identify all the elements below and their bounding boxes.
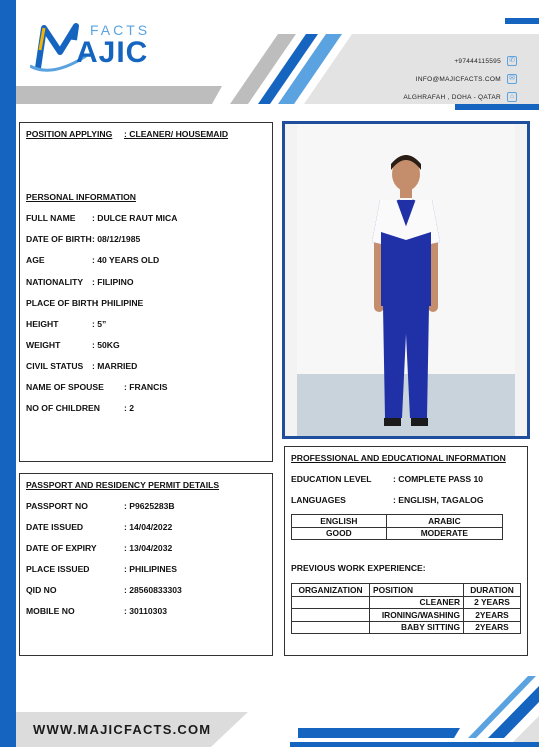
work-experience-table [291,583,521,634]
table-row [292,621,521,634]
field-value: : 5” [92,319,107,329]
field-label: PASSPORT NO [26,501,88,511]
field-label: NAME OF SPOUSE [26,382,104,392]
position-label: POSITION APPLYING [26,129,113,139]
website-link[interactable]: WWW.MAJICFACTS.COM [33,722,212,737]
table-cell: 2YEARS [464,621,521,634]
personal-heading: PERSONAL INFORMATION [26,192,136,202]
language-table [291,514,503,540]
left-brand-bar [0,0,16,747]
table-cell: 2 YEARS [464,596,521,609]
field-label: WEIGHT [26,340,61,350]
table-cell: 2YEARS [464,609,521,622]
field-value: : P9625283B [124,501,175,511]
field-value: : 50KG [92,340,120,350]
logo-small-text: FACTS [90,22,151,38]
field-value: : 30110303 [124,606,168,616]
phone-icon: ✆ [507,56,517,66]
field-label: DATE ISSUED [26,522,84,532]
field-value: : 08/12/1985 [92,234,141,244]
table-row [292,609,521,622]
table-cell: IRONING/WASHING [370,609,464,622]
table-row [292,596,521,609]
home-icon: ⌂ [507,92,517,102]
field-value: : 28560833303 [124,585,182,595]
languages-value: : ENGLISH, TAGALOG [393,495,484,505]
table-cell: ENGLISH [292,515,387,528]
professional-heading: PROFESSIONAL AND EDUCATIONAL INFORMATION [291,453,506,463]
logo-main-text: AJIC [76,36,149,69]
candidate-photo-frame [282,121,530,439]
field-value: : PHILIPINES [124,564,178,574]
table-row [292,527,503,540]
candidate-photo [285,124,527,436]
table-cell [292,609,370,622]
field-label: CIVIL STATUS [26,361,84,371]
field-label: AGE [26,255,45,265]
majic-facts-logo [30,20,170,82]
email-icon: ✉ [507,74,517,84]
field-label: PLACE OF BIRTH [26,298,99,308]
field-value: : 40 YEARS OLD [92,255,160,265]
professional-panel [284,446,528,656]
table-cell: CLEANER [370,596,464,609]
field-label: PLACE ISSUED [26,564,90,574]
table-cell [292,621,370,634]
work-heading: PREVIOUS WORK EXPERIENCE: [291,563,426,573]
field-label: MOBILE NO [26,606,75,616]
field-value: : FILIPINO [92,277,134,287]
table-row [292,515,503,528]
field-value: : 14/04/2022 [124,522,173,532]
field-value: : MARRIED [92,361,138,371]
field-label: QID NO [26,585,57,595]
table-cell: BABY SITTING [370,621,464,634]
table-cell: GOOD [292,527,387,540]
education-value: : COMPLETE PASS 10 [393,474,484,484]
passport-panel [19,473,273,656]
field-label: NO OF CHILDREN [26,403,100,413]
field-label: HEIGHT [26,319,59,329]
education-label: EDUCATION LEVEL [291,474,372,484]
field-label: FULL NAME [26,213,76,223]
contact-address: ALGHRAFAH , DOHA - QATAR [403,94,501,101]
table-cell [292,596,370,609]
position-value: : CLEANER/ HOUSEMAID [124,129,229,139]
table-header-row [292,584,521,597]
table-header: ORGANIZATION [292,584,370,597]
field-label: NATIONALITY [26,277,84,287]
field-label: DATE OF BIRTH [26,234,92,244]
personal-info-panel [19,122,273,462]
table-header: POSITION [370,584,464,597]
table-cell: ARABIC [386,515,502,528]
field-value: : 13/04/2032 [124,543,173,553]
table-cell: MODERATE [386,527,502,540]
field-value: : PHILIPINE [96,298,144,308]
field-value: : DULCE RAUT MICA [92,213,178,223]
footer-stripes [290,668,539,747]
contact-email: INFO@MAJICFACTS.COM [415,76,501,83]
passport-heading: PASSPORT AND RESIDENCY PERMIT DETAILS [26,480,220,490]
field-label: DATE OF EXPIRY [26,543,97,553]
field-value: : FRANCIS [124,382,168,392]
languages-label: LANGUAGES [291,495,346,505]
table-header: DURATION [464,584,521,597]
contact-phone: +97444115595 [454,58,501,65]
field-value: : 2 [124,403,135,413]
